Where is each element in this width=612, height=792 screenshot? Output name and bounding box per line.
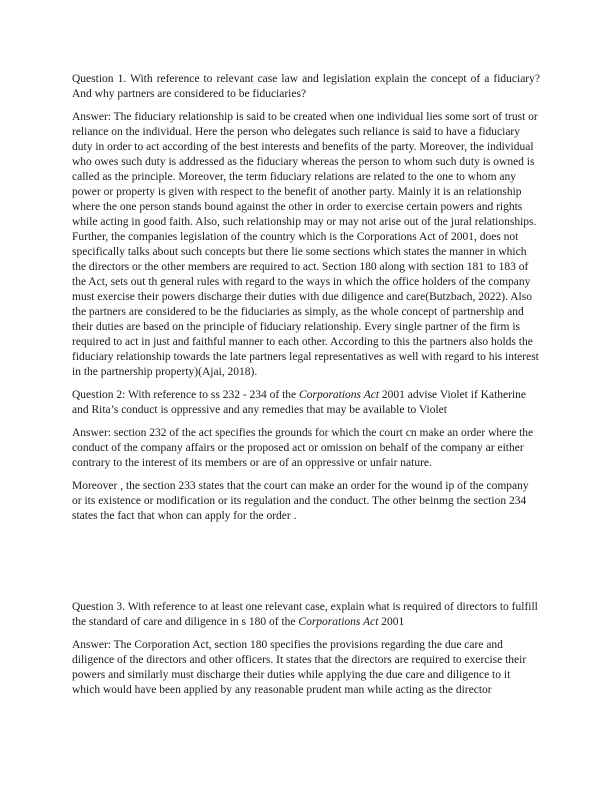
question-3-text-end: 2001 — [378, 616, 405, 628]
question-2 — [72, 388, 540, 418]
answer-1: Answer: The fiduciary relationship is said to be created when one individual lies some sort of trust or reliance on the individual. Here the person who delegates such reliance is said to have a fiduciary duty in order to act according of the best interests and benefits of the party. Moreover, the individual who owes such duty is addressed as the fiduciary whereas the person to whom such duty is owned is called as the principle. Moreover, the term fiduciary relations are related to the one to whom any power or property is given with respect to the benefit of another party. Mainly it is an relationship where the one person stands bound against the other in order to exercise certain powers and rights while acting in good faith. Also, such relationship may or may not arise out of the jural relationships. Further, the companies legislation of the country which is the Corporations Act of 2001, does not specifically talks about such concepts but there lie some sections which states the manner in which the directors or the other members are required to act. Section 180 along with section 181 to 183 of the Act, sets out th general rules with regard to the ways in which the office holders of the company must exercise their powers discharge their duties with due diligence and care(Butzbach, 2022). Also the partners are considered to be the fiduciaries as simply, as the whole concept of partnership and their duties are based on the principle of fiduciary relationship. Every single partner of the firm is required to act in just and faithful manner to each other. According to this the partners also holds the fiduciary relationship towards the late partners legal representatives as well with regard to his interest in the partnership property)(Ajai, 2018). — [72, 111, 539, 378]
question-2-act-title: Corporations Act — [299, 389, 380, 401]
question-3 — [72, 600, 540, 630]
question-3-text-start: Question 3. With reference to at least one relevant case, explain what is required of directors to fulfill the standard of care and diligence in s 180 of the — [72, 601, 538, 628]
question-1: Question 1. With reference to relevant case law and legislation explain the concept of a fiduciary? And why partners are considered to be fiduciaries? — [72, 73, 540, 100]
answer-2-paragraph-1: Answer: section 232 of the act specifies the grounds for which the court cn make an order where the conduct of the company affairs or the proposed act or omission on behalf of the company ar either contrary to the interest of its members or are of an oppressive or unfair nature. — [72, 427, 534, 469]
question-2-text-start: Question 2: With reference to ss 232 - 234 of the — [72, 389, 300, 401]
answer-3: Answer: The Corporation Act, section 180 specifies the provisions regarding the due care and diligence of the directors and other officers. It states that the directors are required to exercise their powers and similarly must discharge their duties while applying the due care and diligence to it which would have been applied by any reasonable prudent man while acting as the director — [72, 639, 527, 696]
question-3-act-title: Corporations Act — [298, 616, 379, 628]
document-body — [72, 72, 540, 706]
question-2-text-end: 2001 advise Violet if Katherine and Rita’s conduct is oppressive and any remedies that may be available to Violet — [72, 389, 526, 416]
answer-2-paragraph-2: Moreover , the section 233 states that the court can make an order for the wound ip of the company or its existence or modification or its regulation and the conduct. The other beinmg the section 234 states the fact that whon can apply for the order . — [72, 480, 529, 522]
section-gap — [72, 532, 540, 600]
